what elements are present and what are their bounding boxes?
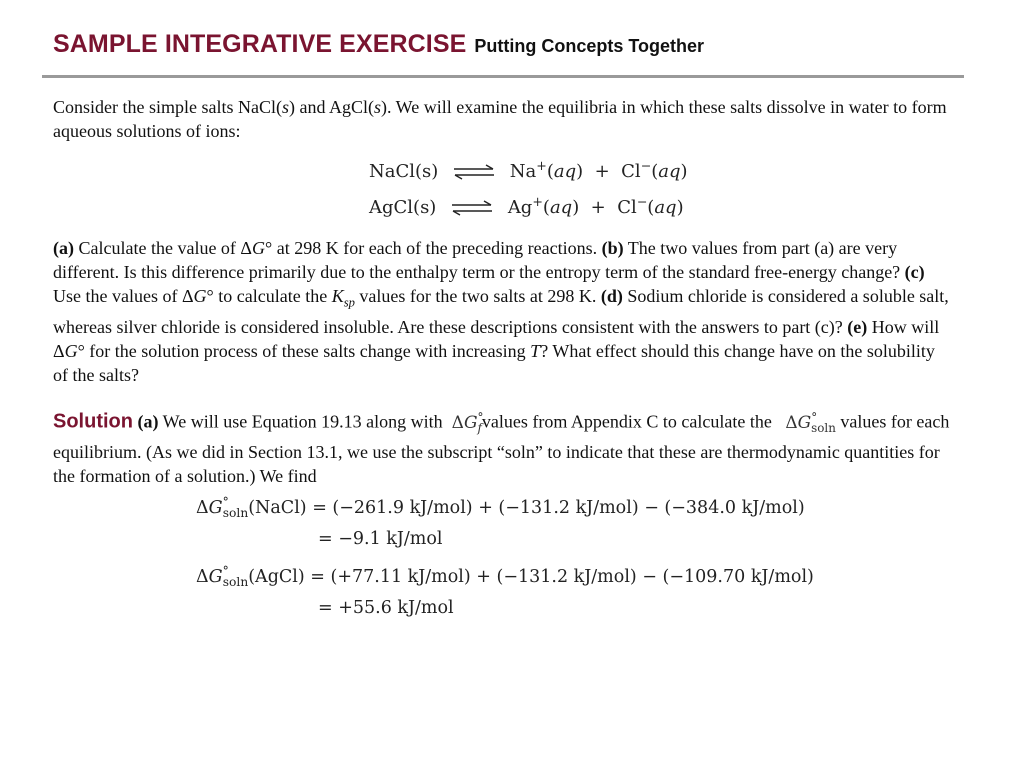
solution-paragraph xyxy=(53,405,953,488)
intro-solid-1: s xyxy=(281,97,289,117)
delta-g-soln-symbol: $\Delta G^\circ_{soln}$ xyxy=(785,410,836,436)
part-e-label: (e) xyxy=(847,316,868,337)
q-italic: sp xyxy=(343,295,355,310)
slide-header xyxy=(53,30,704,59)
q-text: ? What effect should this change have on the solubility of the salts? xyxy=(53,340,935,385)
solution-label: Solution xyxy=(53,410,133,433)
q-italic: T xyxy=(530,340,541,361)
q-text: ° at 298 K for each of the preceding reactions. xyxy=(265,238,602,258)
q-text: Calculate the value of Δ xyxy=(74,238,253,258)
question-paragraph xyxy=(53,236,953,387)
part-d-label: (d) xyxy=(600,286,623,306)
q-italic: G xyxy=(64,340,78,361)
part-b-label: (b) xyxy=(601,238,624,258)
delta-g-f-symbol: $\Delta G^\circ_f$ xyxy=(451,410,484,436)
q-italic: K xyxy=(331,286,344,306)
calc-agcl-result: = +55.6 kJ/mol xyxy=(318,598,454,618)
reaction-reactant: AgCl(s) xyxy=(369,197,437,218)
calc-label: (AgCl) xyxy=(248,566,305,587)
q-italic: G xyxy=(193,286,207,306)
calc-nacl-result: = −9.1 kJ/mol xyxy=(318,529,443,549)
reaction-anion: Cl xyxy=(621,161,641,182)
q-text: ° for the solution process of these salts change with increasing xyxy=(77,340,531,361)
calc-agcl: $\Delta G^\circ_{soln}(AgCl) = (+77.11$ kJ/mol) + (−131.2 kJ/mol) − (−109.70 kJ/mol) xyxy=(196,564,814,590)
reaction-cation: Na xyxy=(509,161,537,182)
intro-solid-2: s xyxy=(374,97,382,117)
calc-expression: = (+77.11 kJ/mol) + (−131.2 kJ/mol) − (−109.70 kJ/mol) xyxy=(304,566,814,587)
sol-text: values from Appendix C to calculate the xyxy=(481,411,777,432)
calc-expression: = (−261.9 kJ/mol) + (−131.2 kJ/mol) − (−384.0 kJ/mol) xyxy=(306,497,805,518)
slide-subtitle: Putting Concepts Together xyxy=(474,36,705,56)
equilibrium-arrow-icon xyxy=(450,200,494,216)
reaction-anion: Cl xyxy=(617,197,637,218)
sol-text: values for each equilibrium. (As we did in Section 13.1, we use the subscript “soln” to indicate that these are thermodynamic quantities for the formation of a solution.) We find xyxy=(53,411,950,487)
q-text: ° to calculate the xyxy=(206,286,332,306)
solution-part-a-label: (a) xyxy=(137,411,159,432)
q-text: Sodium chloride is considered a soluble salt, whereas silver chloride is considered insoluble. Are these descriptions consistent with the answers to part (c)? xyxy=(53,286,949,337)
calc-label: (NaCl) xyxy=(248,497,307,518)
q-italic: G xyxy=(252,238,266,258)
reaction-nacl: NaCl(s) Na+(aq) + Cl−(aq) xyxy=(369,158,688,182)
header-divider xyxy=(42,75,964,78)
q-text: The two values from part (a) are very different. Is this difference primarily due to the enthalpy term or the entropy term of the standard free-energy change? xyxy=(53,238,905,282)
equilibrium-arrow-icon xyxy=(452,164,496,180)
reaction-reactant: NaCl(s) xyxy=(369,161,439,182)
intro-text-2: ) and AgCl( xyxy=(289,97,374,117)
q-text: Use the values of Δ xyxy=(53,286,194,306)
calc-nacl: $\Delta G^\circ_{soln}(NaCl) = (-261.9$ kJ/mol) + (−131.2 kJ/mol) − (−384.0 kJ/mol) xyxy=(196,495,805,521)
part-c-label: (c) xyxy=(904,262,925,282)
intro-text-1: Consider the simple salts NaCl( xyxy=(53,97,282,117)
reaction-agcl: AgCl(s) Ag+(aq) + Cl−(aq) xyxy=(369,194,684,218)
part-a-label: (a) xyxy=(53,238,74,258)
reaction-cation: Ag xyxy=(507,197,533,218)
intro-text-3: ). We will examine the equilibria in which these salts dissolve in water to form aqueous solutions of ions: xyxy=(53,97,947,141)
q-text: How will Δ xyxy=(53,316,940,361)
q-text: values for the two salts at 298 K. xyxy=(354,286,601,306)
intro-paragraph xyxy=(53,95,953,143)
sol-text: We will use Equation 19.13 along with xyxy=(158,411,448,432)
slide-title: SAMPLE INTEGRATIVE EXERCISE xyxy=(53,30,467,58)
